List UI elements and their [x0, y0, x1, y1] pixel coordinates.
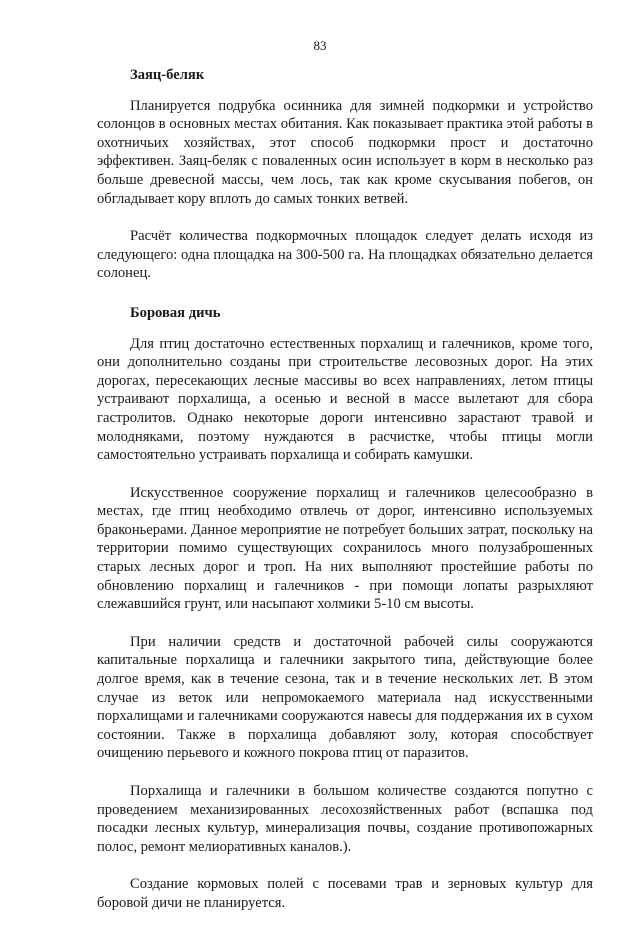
page-number: 83 [313, 38, 327, 53]
section-heading-game-birds: Боровая дичь [130, 304, 221, 321]
paragraph: При наличии средств и достаточной рабочей силы сооружаются капитальные порхалища и галечники закрытого типа, действующие более долгое время, как в течение сезона, так и в течение нескольких лет. В этом случае из веток или непромокаемого материала над искусственными порхалищами и галечниками сооружаются навесы для поддержания их в сухом состоянии. Также в порхалища добавляют золу, которая способствует очищению перьевого и кожного покрова птиц от паразитов. [97, 633, 593, 762]
paragraph: Порхалища и галечники в большом количестве создаются попутно с проведением механизированных лесохозяйственных работ (вспашка под посадки лесных культур, минерализация почвы, создание противопожарных полос, ремонт мелиоративных каналов.). [97, 783, 593, 855]
paragraph: Планируется подрубка осинника для зимней подкормки и устройство солонцов в основных местах обитания. Как показывает практика этой работы в охотничьих хозяйствах, этот способ подкормки прост и достаточно эффективен. Заяц-беляк с поваленных осин использует в корм в несколько раз больше древесной массы, чем лось, так как кроме скусывания побегов, он обгладывает кору вплоть до самых тонких ветвей. [97, 97, 593, 207]
section-heading-hare: Заяц-беляк [130, 67, 205, 83]
document-body [97, 66, 593, 932]
paragraph: Расчёт количества подкормочных площадок следует делать исходя из следующего: одна площадка на 300-500 га. На площадках обязательно делается солонец. [97, 228, 593, 282]
paragraph: Создание кормовых полей с посевами трав и зерновых культур для боровой дичи не планируется. [97, 876, 593, 911]
paragraph: Для птиц достаточно естественных порхалищ и галечников, кроме того, они дополнительно созданы при строительстве лесовозных дорог. На этих дорогах, пересекающих лесные массивы во всех направлениях, летом птицы устраивают порхалища, а осенью и весной в массе вылетают для сбора гастролитов. Однако некоторые дороги интенсивно зарастают травой и молодняками, поэтому нуждаются в расчистке, чтобы птицы могли самостоятельно устраивать порхалища и собирать камушки. [97, 335, 593, 464]
paragraph: Искусственное сооружение порхалищ и галечников целесообразно в местах, где птиц необходимо отвлечь от дорог, интенсивно используемых браконьерами. Данное мероприятие не потребует больших затрат, поскольку на территории помимо существующих сохранилось много полузаброшенных старых лесных дорог и троп. На них выполняют простейшие работы по обновлению порхалищ и галечников - при помощи лопаты разрыхляют слежавшийся грунт, или насыпают холмики 5-10 см высоты. [97, 484, 593, 613]
